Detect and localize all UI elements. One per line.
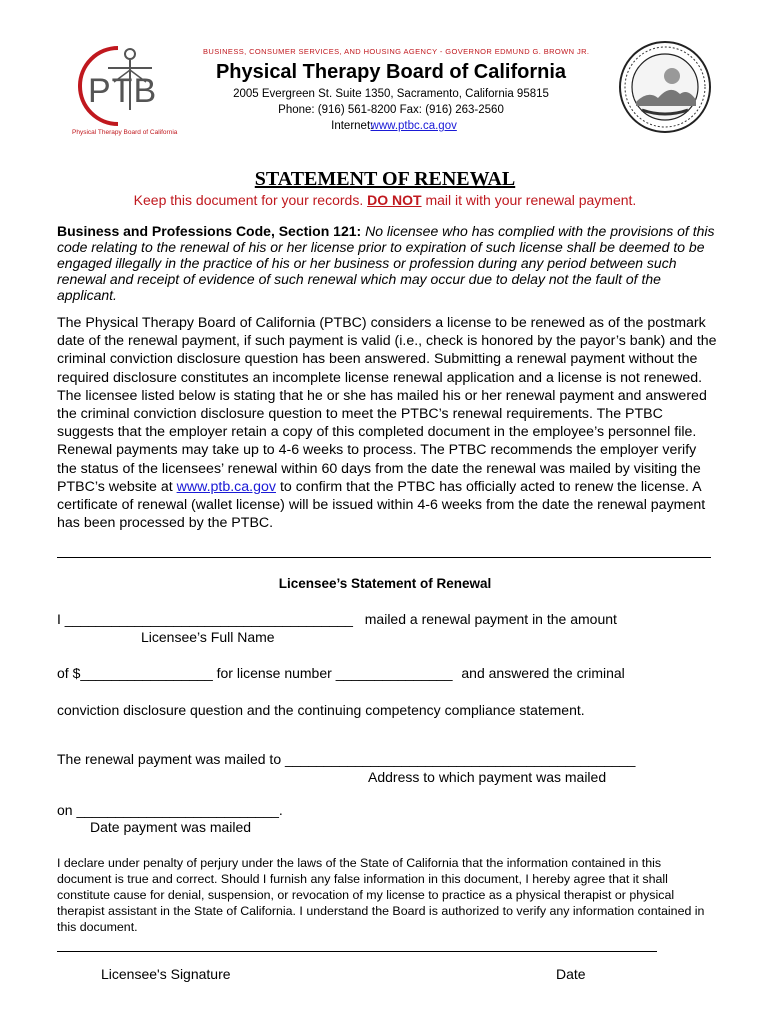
- renewal-explanation: The Physical Therapy Board of California (PTBC) considers a license to be renewed as of the postmark date of the renewal payment, if such payment is valid (i.e., check is honored by the payor’s bank) and the criminal conviction disclosure question has been answered. Submitting a renewal payment without the required disclosure constitutes an incomplete license renewal application and a license is not renewed. The licensee listed below is stating that he or she has mailed his or her renewal payment and answered the criminal conviction disclosure question to meet the PTBC’s renewal requirements. The PTBC suggests that the employer retain a copy of this completed document in the employee’s personnel file. Renewal payments may take up to 4-6 weeks to process. The PTBC recommends the employer verify the status of the licensees’ renewal within 60 days from the date the renewal was mailed by visiting the PTBC’s website at www.ptb.ca.gov to confirm that the PTBC has officially acted to renew the license. A certificate of renewal (wallet license) will be issued within 4-6 weeks from the date the renewal payment has been processed by the PTBC.: [57, 315, 717, 532]
- full-name-line: I _____________________________________ mailed a renewal payment in the amount: [57, 611, 617, 627]
- full-name-caption: Licensee’s Full Name: [141, 629, 275, 645]
- amount-field[interactable]: _________________: [80, 665, 213, 681]
- signature-field[interactable]: [57, 951, 657, 952]
- mailing-address-caption: Address to which payment was mailed: [368, 769, 607, 785]
- mailed-to-line: The renewal payment was mailed to _____________________________________________: [57, 751, 636, 767]
- date-caption: Date: [556, 966, 586, 982]
- board-phone-fax: Phone: (916) 561-8200 Fax: (916) 263-2560: [278, 104, 504, 116]
- code-section-text: No licensee who has complied with the provisions of this code relating to the renewal of his or her license prior to expiration of such license shall be deemed to be engaged illegally in the practice of his or her business or profession during any period between such renewal and receipt of evidence of such renewal which may occur due to delay not the fault of the applicant.: [57, 223, 715, 303]
- ptbc-website-link[interactable]: www.ptb.ca.gov: [176, 478, 276, 495]
- records-warning: Keep this document for your records. DO NOT mail it with your renewal payment.: [133, 192, 637, 208]
- agency-line: BUSINESS, CONSUMER SERVICES, AND HOUSING AGENCY - GOVERNOR EDMUND G. BROWN JR.: [203, 47, 590, 56]
- ptbc-logo-caption: Physical Therapy Board of California: [72, 129, 178, 136]
- ptbc-logo-letters: PTB: [88, 72, 158, 110]
- board-internet: Internet: www.ptbc.ca.gov: [331, 120, 457, 132]
- board-website-link[interactable]: www.ptbc.ca.gov: [370, 120, 457, 132]
- mailing-address-field[interactable]: _____________________________________________: [285, 751, 636, 767]
- license-number-field[interactable]: _______________: [335, 665, 453, 681]
- document-title: STATEMENT OF RENEWAL: [254, 168, 516, 190]
- date-mailed-line: on __________________________.: [57, 802, 283, 818]
- date-mailed-field[interactable]: __________________________.: [76, 802, 283, 818]
- full-name-field[interactable]: _____________________________________: [64, 611, 353, 627]
- board-name: Physical Therapy Board of California: [215, 61, 567, 83]
- licensee-statement-title: Licensee’s Statement of Renewal: [278, 576, 492, 591]
- do-not-emphasis: DO NOT: [367, 192, 422, 208]
- code-section: [57, 223, 717, 303]
- signature-caption: Licensee's Signature: [101, 966, 231, 982]
- board-address: 2005 Evergreen St. Suite 1350, Sacramento, California 95815: [233, 88, 549, 100]
- amount-license-line: of $_________________ for license number _______________ and answered the criminal: [57, 665, 625, 681]
- perjury-declaration: I declare under penalty of perjury under the laws of the State of California that the information contained in this document is true and correct. Should I furnish any false information in this document, I hereby agree that it shall constitute cause for denial, suspension, or revocation of my license to practice as a physical therapist or physical therapist assistant in the State of California. I understand the Board is authorized to verify any information contained in this document.: [57, 856, 705, 934]
- disclosure-line: conviction disclosure question and the continuing competency compliance statement.: [57, 702, 585, 718]
- section-divider: [57, 557, 711, 558]
- date-mailed-caption: Date payment was mailed: [90, 819, 252, 835]
- code-section-label: Business and Professions Code, Section 121:: [57, 223, 362, 239]
